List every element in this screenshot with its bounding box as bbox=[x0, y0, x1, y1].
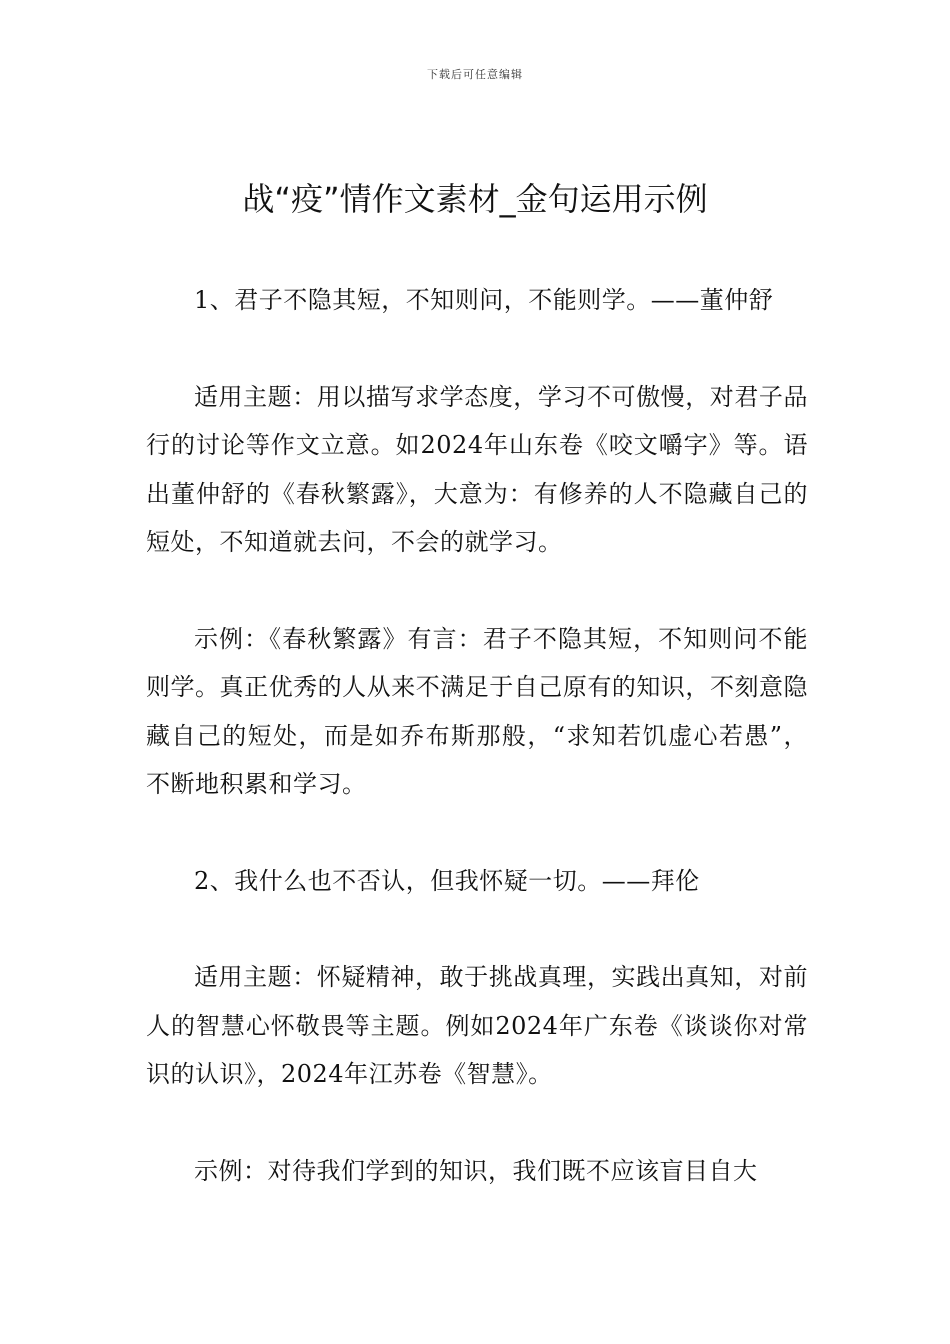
header-note: 下载后可任意编辑 bbox=[427, 68, 523, 81]
quote-2-heading: 2、我什么也不否认，但我怀疑一切。——拜伦 bbox=[194, 866, 700, 895]
quote-2-example: 示例：对待我们学到的知识，我们既不应该盲目自大 bbox=[194, 1156, 758, 1185]
quote-1-example: 示例：《春秋繁露》有言：君子不隐其短，不知则问不能则学。真正优秀的人从来不满足于自己原有的知识，不刻意隐藏自己的短处，而是如乔布斯那般，“求知若饥虚心若愚”，不断地积累和学习。 bbox=[146, 624, 808, 798]
document-body bbox=[146, 276, 808, 1243]
quote-1-heading: 1、君子不隐其短，不知则问，不能则学。——董仲舒 bbox=[194, 286, 774, 314]
quote-2-theme: 适用主题：怀疑精神，敢于挑战真理，实践出真知，对前人的智慧心怀敬畏等主题。例如2024年广东卷《谈谈你对常识的认识》，2024年江苏卷《智慧》。 bbox=[146, 963, 808, 1088]
quote-1-theme: 适用主题：用以描写求学态度，学习不可傲慢，对君子品行的讨论等作文立意。如2024年山东卷《咬文嚼字》等。语出董仲舒的《春秋繁露》，大意为：有修养的人不隐藏自己的短处，不知道就去问，不会的就学习。 bbox=[146, 382, 808, 556]
document-title: 战“疫”情作文素材_金句运用示例 bbox=[242, 180, 708, 218]
